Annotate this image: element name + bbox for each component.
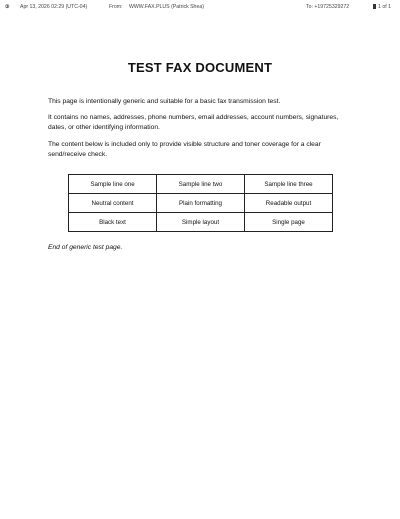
end-note: End of generic test page.: [48, 244, 123, 251]
table-cell: Readable output: [245, 194, 333, 213]
sample-table: [68, 174, 333, 232]
fax-from-label: From:: [109, 4, 123, 10]
table-cell: Sample line three: [245, 175, 333, 194]
fax-mark-icon: ③: [5, 4, 10, 10]
paragraph-structure: The content below is included only to provide visible structure and toner coverage for a clear send/receive check.: [48, 141, 321, 158]
table-cell: Plain formatting: [157, 194, 245, 213]
fax-date: Apr 13, 2026 02:29 (UTC-04): [20, 4, 88, 10]
table-cell: Black text: [69, 213, 157, 232]
table-cell: Simple layout: [157, 213, 245, 232]
table-cell: Single page: [245, 213, 333, 232]
paragraph-intro: This page is intentionally generic and suitable for a basic fax transmission test.: [48, 98, 281, 105]
table-row: [69, 175, 333, 194]
fax-transmission-header: [0, 0, 400, 12]
table-row: [69, 194, 333, 213]
table-cell: Sample line one: [69, 175, 157, 194]
fax-to: To: +19725329272: [306, 4, 350, 10]
document-title: TEST FAX DOCUMENT: [127, 60, 273, 75]
paragraph-no-identifiers: It contains no names, addresses, phone numbers, email addresses, account numbers, signatures, dates, or other identifying information.: [48, 114, 339, 131]
fax-from-value: WWW.FAX.PLUS (Patrick Shea): [129, 4, 204, 10]
table-cell: Sample line two: [157, 175, 245, 194]
table-cell: Neutral content: [69, 194, 157, 213]
page-marker-icon: [373, 4, 376, 9]
table-row: [69, 213, 333, 232]
fax-page-count: 1 of 1: [378, 4, 391, 10]
